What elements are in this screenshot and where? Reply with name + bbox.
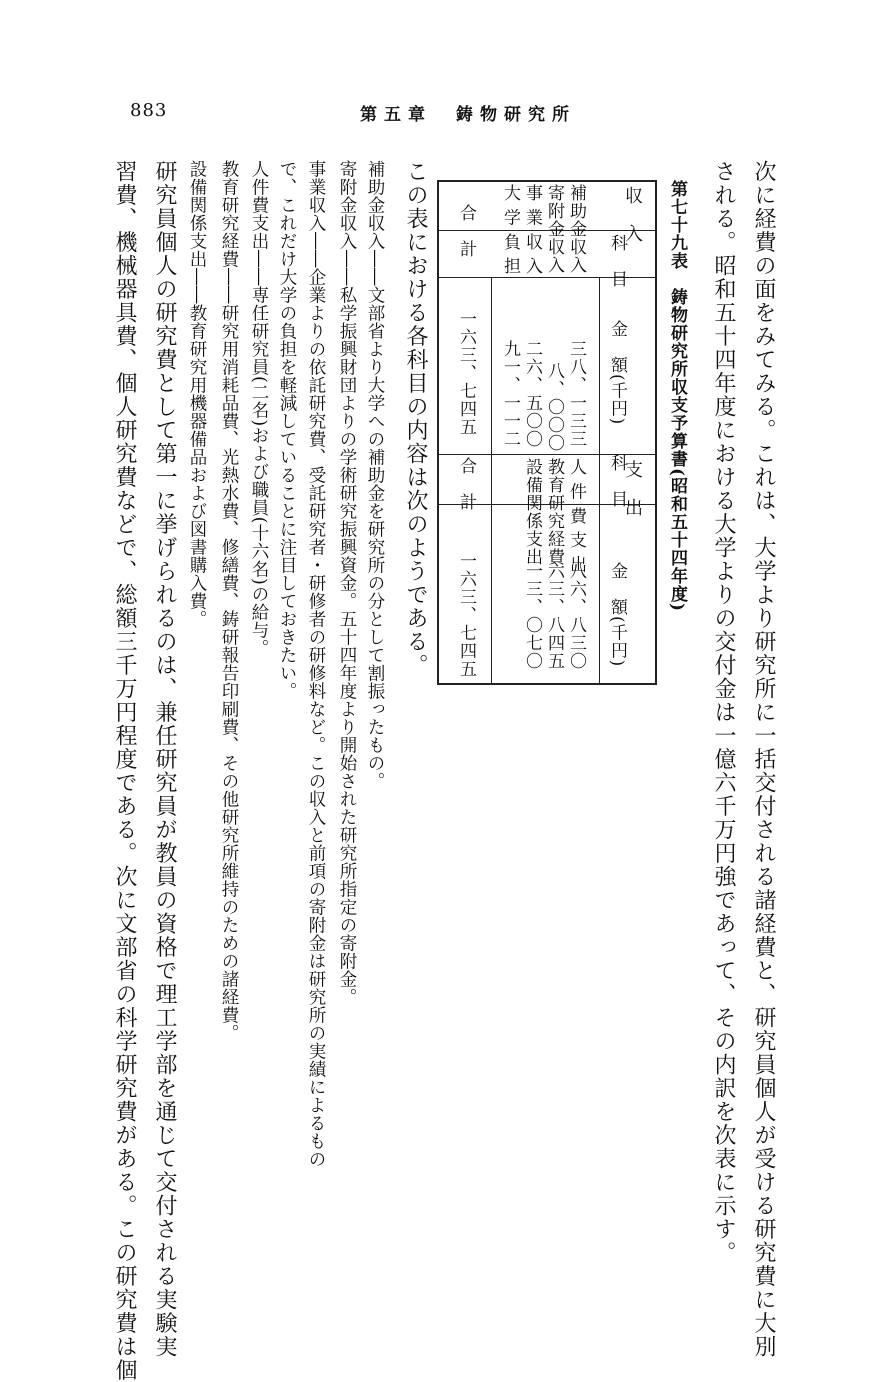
- explanation-intro: この表における各科目の内容は次のようである。: [403, 160, 428, 677]
- income-item-4: 大 学 負 担: [500, 184, 520, 276]
- intro-line-1: 次に経費の面をみてみる。これは、大学より研究所に一括交付される諸経費と、研究員個人が受ける研究費に大別: [751, 160, 776, 1359]
- definition-7: 設備関係支出――教育研究用機器備品および図書購入費。: [187, 160, 207, 628]
- intro-line-2: される。昭和五十四年度における大学よりの交付金は一億六千万円強であって、その内訳を次表に示す。: [711, 160, 736, 1265]
- definition-3: 事業収入――企業よりの依託研究費、受託研究者・研修者の研修料など。この収入と前項の寄附金は研究所の実績によるもの: [306, 160, 326, 1168]
- expense-section-label: 支 出: [622, 460, 643, 517]
- definition-5: 人件費支出――専任研究員(二名)および職員(十六名)の給与。: [249, 160, 269, 658]
- budget-table: [437, 180, 657, 685]
- expense-total-label: 合 計: [456, 457, 476, 511]
- income-amount-4: 九一、一一二: [500, 340, 520, 448]
- expense-item-2: 教育研究経費: [544, 458, 564, 566]
- closing-line-2: 習費、機械器具費、個人研究費などで、総額三千万円程度である。次に文部省の科学研究費がある。この研究費は個: [112, 160, 137, 1382]
- chapter-title: 第五章 鋳物研究所: [360, 105, 576, 125]
- expense-item-3: 設備関係支出: [522, 458, 542, 566]
- income-amount-header: 金 額(千円): [607, 320, 627, 426]
- expense-amount-header: 金 額(千円): [607, 562, 627, 668]
- page-number: 883: [130, 100, 168, 121]
- table-title: 第七十九表 鋳物研究所収支予算書(昭和五十四年度): [667, 180, 687, 613]
- income-amount-3: 二六、五〇〇: [522, 340, 542, 448]
- income-amount-1: 三八、一三三: [566, 340, 586, 448]
- definition-1: 補助金収入――文部省より大学への補助金を研究所の分として割振ったもの。: [365, 160, 385, 790]
- definition-4: で、これだけ大学の負担を軽減していることに注目しておきたい。: [277, 160, 297, 700]
- income-section-label: 収 入: [622, 186, 643, 243]
- income-item-1: 補助金収入: [566, 184, 586, 274]
- income-total-label: 合 計: [456, 204, 476, 258]
- income-amount-2: 八、〇〇〇: [544, 362, 564, 452]
- expense-item-header: 科 目: [607, 454, 627, 508]
- closing-line-1: 研究員個人の研究費として第一に挙げられるのは、兼任研究員が教員の資格で理工学部を通じて交付される実験実: [152, 160, 177, 1359]
- expense-item-1: 人 件 費 支 出: [566, 458, 586, 574]
- expense-amount-1: 八六、八三〇: [566, 562, 586, 670]
- income-item-2: 寄附金収入: [544, 184, 564, 274]
- definition-6: 教育研究経費――研究用消耗品費、光熱水費、修繕費、鋳研報告印刷費、その他研究所維持のための諸経費。: [219, 160, 239, 1042]
- expense-total-amount: 一六三、七四五: [456, 552, 476, 678]
- income-item-3: 事 業 収 入: [522, 184, 542, 276]
- expense-amount-2: 六三、八四五: [544, 562, 564, 670]
- expense-amount-3: 一三、〇七〇: [522, 562, 542, 670]
- income-total-amount: 一六三、七四五: [456, 310, 476, 436]
- definition-2: 寄附金収入――私学振興財団よりの学術研究振興資金。五十四年度より開始された研究所指定の寄附金。: [337, 160, 357, 1006]
- income-item-header: 科 目: [607, 234, 627, 288]
